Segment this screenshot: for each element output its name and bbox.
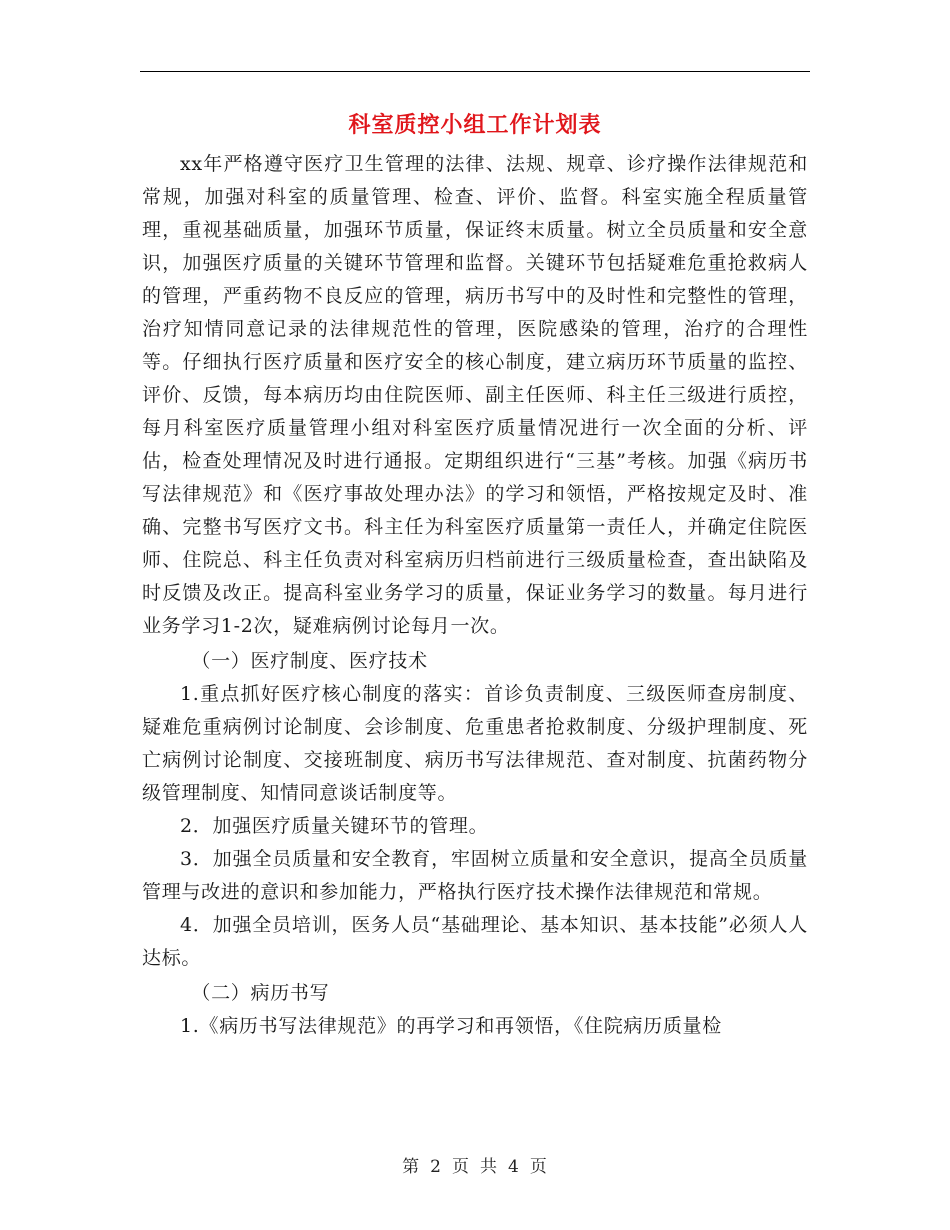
total-page-count: 4 [508,1157,520,1177]
header-rule [140,71,810,72]
page-footer [0,1152,950,1177]
footer-label: 第 [402,1157,421,1177]
document-body [142,148,808,1043]
document-title: 科室质控小组工作计划表 [348,112,602,138]
footer-label: 共 [480,1157,498,1177]
section-heading-medical-records: （二）病历书写 [191,982,330,1004]
footer-label: 页 [452,1157,470,1177]
list-item: 3．加强全员质量和安全教育，牢固树立质量和安全意识，提高全员质量管理与改进的意识和参加能力，严格执行医疗技术操作法律规范和常规。 [142,848,808,903]
list-item: 2．加强医疗质量关键环节的管理。 [180,815,489,837]
list-item: 1.《病历书写法律规范》的再学习和再领悟，《住院病历质量检 [180,1015,722,1037]
footer-label: 页 [529,1157,548,1177]
current-page-number: 2 [430,1157,442,1177]
list-item: 1.重点抓好医疗核心制度的落实：首诊负责制度、三级医师查房制度、疑难危重病例讨论制度、会诊制度、危重患者抢救制度、分级护理制度、死亡病例讨论制度、交接班制度、病历书写法律规范、查对制度、抗菌药物分级管理制度、知情同意谈话制度等。 [142,683,808,804]
intro-paragraph: xx年严格遵守医疗卫生管理的法律、法规、规章、诊疗操作法律规范和常规，加强对科室的质量管理、检查、评价、监督。科室实施全程质量管理，重视基础质量，加强环节质量，保证终末质量。树立全员质量和安全意识，加强医疗质量的关键环节管理和监督。关键环节包括疑难危重抢救病人的管理，严重药物不良反应的管理，病历书写中的及时性和完整性的管理，治疗知情同意记录的法律规范性的管理，医院感染的管理，治疗的合理性等。仔细执行医疗质量和医疗安全的核心制度，建立病历环节质量的监控、评价、反馈，每本病历均由住院医师、副主任医师、科主任三级进行质控，每月科室医疗质量管理小组对科室医疗质量情况进行一次全面的分析、评估，检查处理情况及时进行通报。定期组织进行“三基”考核。加强《病历书写法律规范》和《医疗事故处理办法》的学习和领悟，严格按规定及时、准确、完整书写医疗文书。科主任为科室医疗质量第一责任人，并确定住院医师、住院总、科主任负责对科室病历归档前进行三级质量检查，查出缺陷及时反馈及改正。提高科室业务学习的质量，保证业务学习的数量。每月进行业务学习1-2次，疑难病例讨论每月一次。 [142,153,808,637]
section-heading-medical-system: （一）医疗制度、医疗技术 [191,650,428,672]
list-item: 4．加强全员培训，医务人员“基础理论、基本知识、基本技能”必须人人达标。 [142,914,808,969]
